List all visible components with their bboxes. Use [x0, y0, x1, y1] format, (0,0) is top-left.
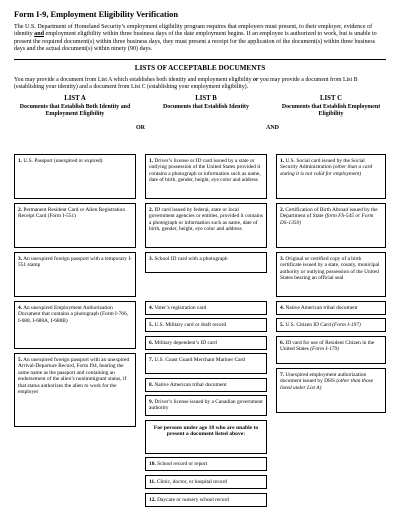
list-item: 4. Voter’s registration card: [145, 301, 267, 315]
list-item: 3. An unexpired foreign passport with a temporary I-551 stamp: [14, 252, 136, 297]
list-item: 8. Native American tribal document: [145, 378, 267, 392]
list-a-letter: LIST A: [64, 95, 86, 103]
intro-and: and: [34, 31, 44, 38]
list-item: 10. School record or report: [145, 457, 267, 471]
list-item: 3. School ID card with a photograph: [145, 252, 267, 273]
list-item: 4. Native American tribal document: [276, 301, 386, 315]
list-c-letter: LIST C: [320, 95, 342, 103]
list-c-heading: Documents that Establish Employment Eligibility: [281, 103, 381, 117]
list-item: 12. Daycare or nursery school record: [145, 493, 267, 507]
list-item: 9. Driver’s license issued by a Canadian government authority: [145, 395, 267, 416]
list-item: 1. Driver’s license or ID card issued by a state or outlying possession of the United States provided it contains a photograph or information such as name, date of birth, gender, height, eye color and address: [145, 154, 267, 199]
list-item: 5. U.S. Citizen ID Card (Form I-197): [276, 318, 386, 332]
document-grid: [14, 154, 386, 503]
lists-intro-or: or: [253, 77, 259, 84]
list-item: 5. U.S. Military card or draft record: [145, 318, 267, 332]
list-item: 5. An unexpired foreign passport with an unexpired Arrival-Departure Record, Form I94, bearing the same name as the passport and containing an endorsement of the alien’s nonimmigrant status, if that status authorizes the alien to work for the employer: [14, 353, 136, 427]
list-item: 1. U.S. Passport (unexpired or expired): [14, 154, 136, 199]
list-item: 3. Original or certified copy of a birth certificate issued by a state, county, municipal authority or outlying possession of the United States bearing an official seal: [276, 252, 386, 297]
list-item: 2. Certification of Birth Abroad issued by the Department of State (form FS-545 or Form DS-1350): [276, 203, 386, 248]
list-item: 7. Unexpired employment authorization document issued by DHS (other than those listed under List A): [276, 368, 386, 413]
lists-title: LISTS OF ACCEPTABLE DOCUMENTS: [134, 64, 266, 73]
divider: [14, 59, 386, 60]
page-title: Form I-9, Employment Eligibility Verification: [14, 10, 179, 19]
lists-intro-part1: You may provide a document from List A which establishes both identity and employment eligibility: [14, 77, 252, 84]
list-item: 7. U.S. Coast Guard Merchant Mariner Card: [145, 353, 267, 374]
and-label: AND: [266, 125, 279, 132]
list-b-letter: LIST B: [195, 95, 217, 103]
list-item: 6. ID card for use of Resident Citizen in the United States (Form I-179): [276, 336, 386, 364]
list-item: 1. U.S. Social card issued by the Social Security Administration (other than a card stating it is not valid for employment): [276, 154, 386, 199]
intro-rest: employment eligibility within three business days of the date employment begins. If an employee is authorized to work, but is unable to present the required document(s) within three business days, they must present a receipt for the application of the document(s) within three business days and the actual document(s) within ninety (90) days.: [14, 31, 377, 52]
list-headers: [14, 96, 386, 132]
list-item: 4. An unexpired Employment Authorization Document that contains a photograph (Form I-766, I-688, I-688A, I-688B): [14, 301, 136, 349]
list-a-heading: Documents that Establish Both Identity and Employment Eligibility: [19, 103, 131, 117]
list-item: 11. Clinic, doctor, or hospital record: [145, 475, 267, 489]
list-c-header: [276, 96, 386, 117]
list-item: 2. ID card issued by federal, state or local government agencies or entities, provided it contains a photograph or information such as name, date of birth, gender, height, eye color and address: [145, 203, 267, 248]
list-a-header: [14, 96, 136, 117]
lists-intro-part2: you may provide a document from List B (establishing your identity) and a document from List C (establishing your employment eligibility).: [14, 77, 358, 91]
or-label: OR: [136, 125, 145, 132]
list-item: 6. Military dependent’s ID card: [145, 336, 267, 350]
list-b-heading: Documents that Establish Identity: [163, 103, 249, 110]
intro-paragraph: [14, 24, 386, 53]
list-item: 2. Permanent Resident Card or Alien Registration Receipt Card (Form I-551): [14, 203, 136, 248]
list-b-header: [145, 96, 267, 111]
minors-heading: For persons under age 18 who are unable to present a document listed above:: [145, 420, 267, 454]
lists-intro: [14, 77, 386, 91]
intro-text: The U.S. Department of Homeland Security’s employment eligibility program requires that employers must present, to their employer, evidence of identity: [14, 24, 373, 38]
